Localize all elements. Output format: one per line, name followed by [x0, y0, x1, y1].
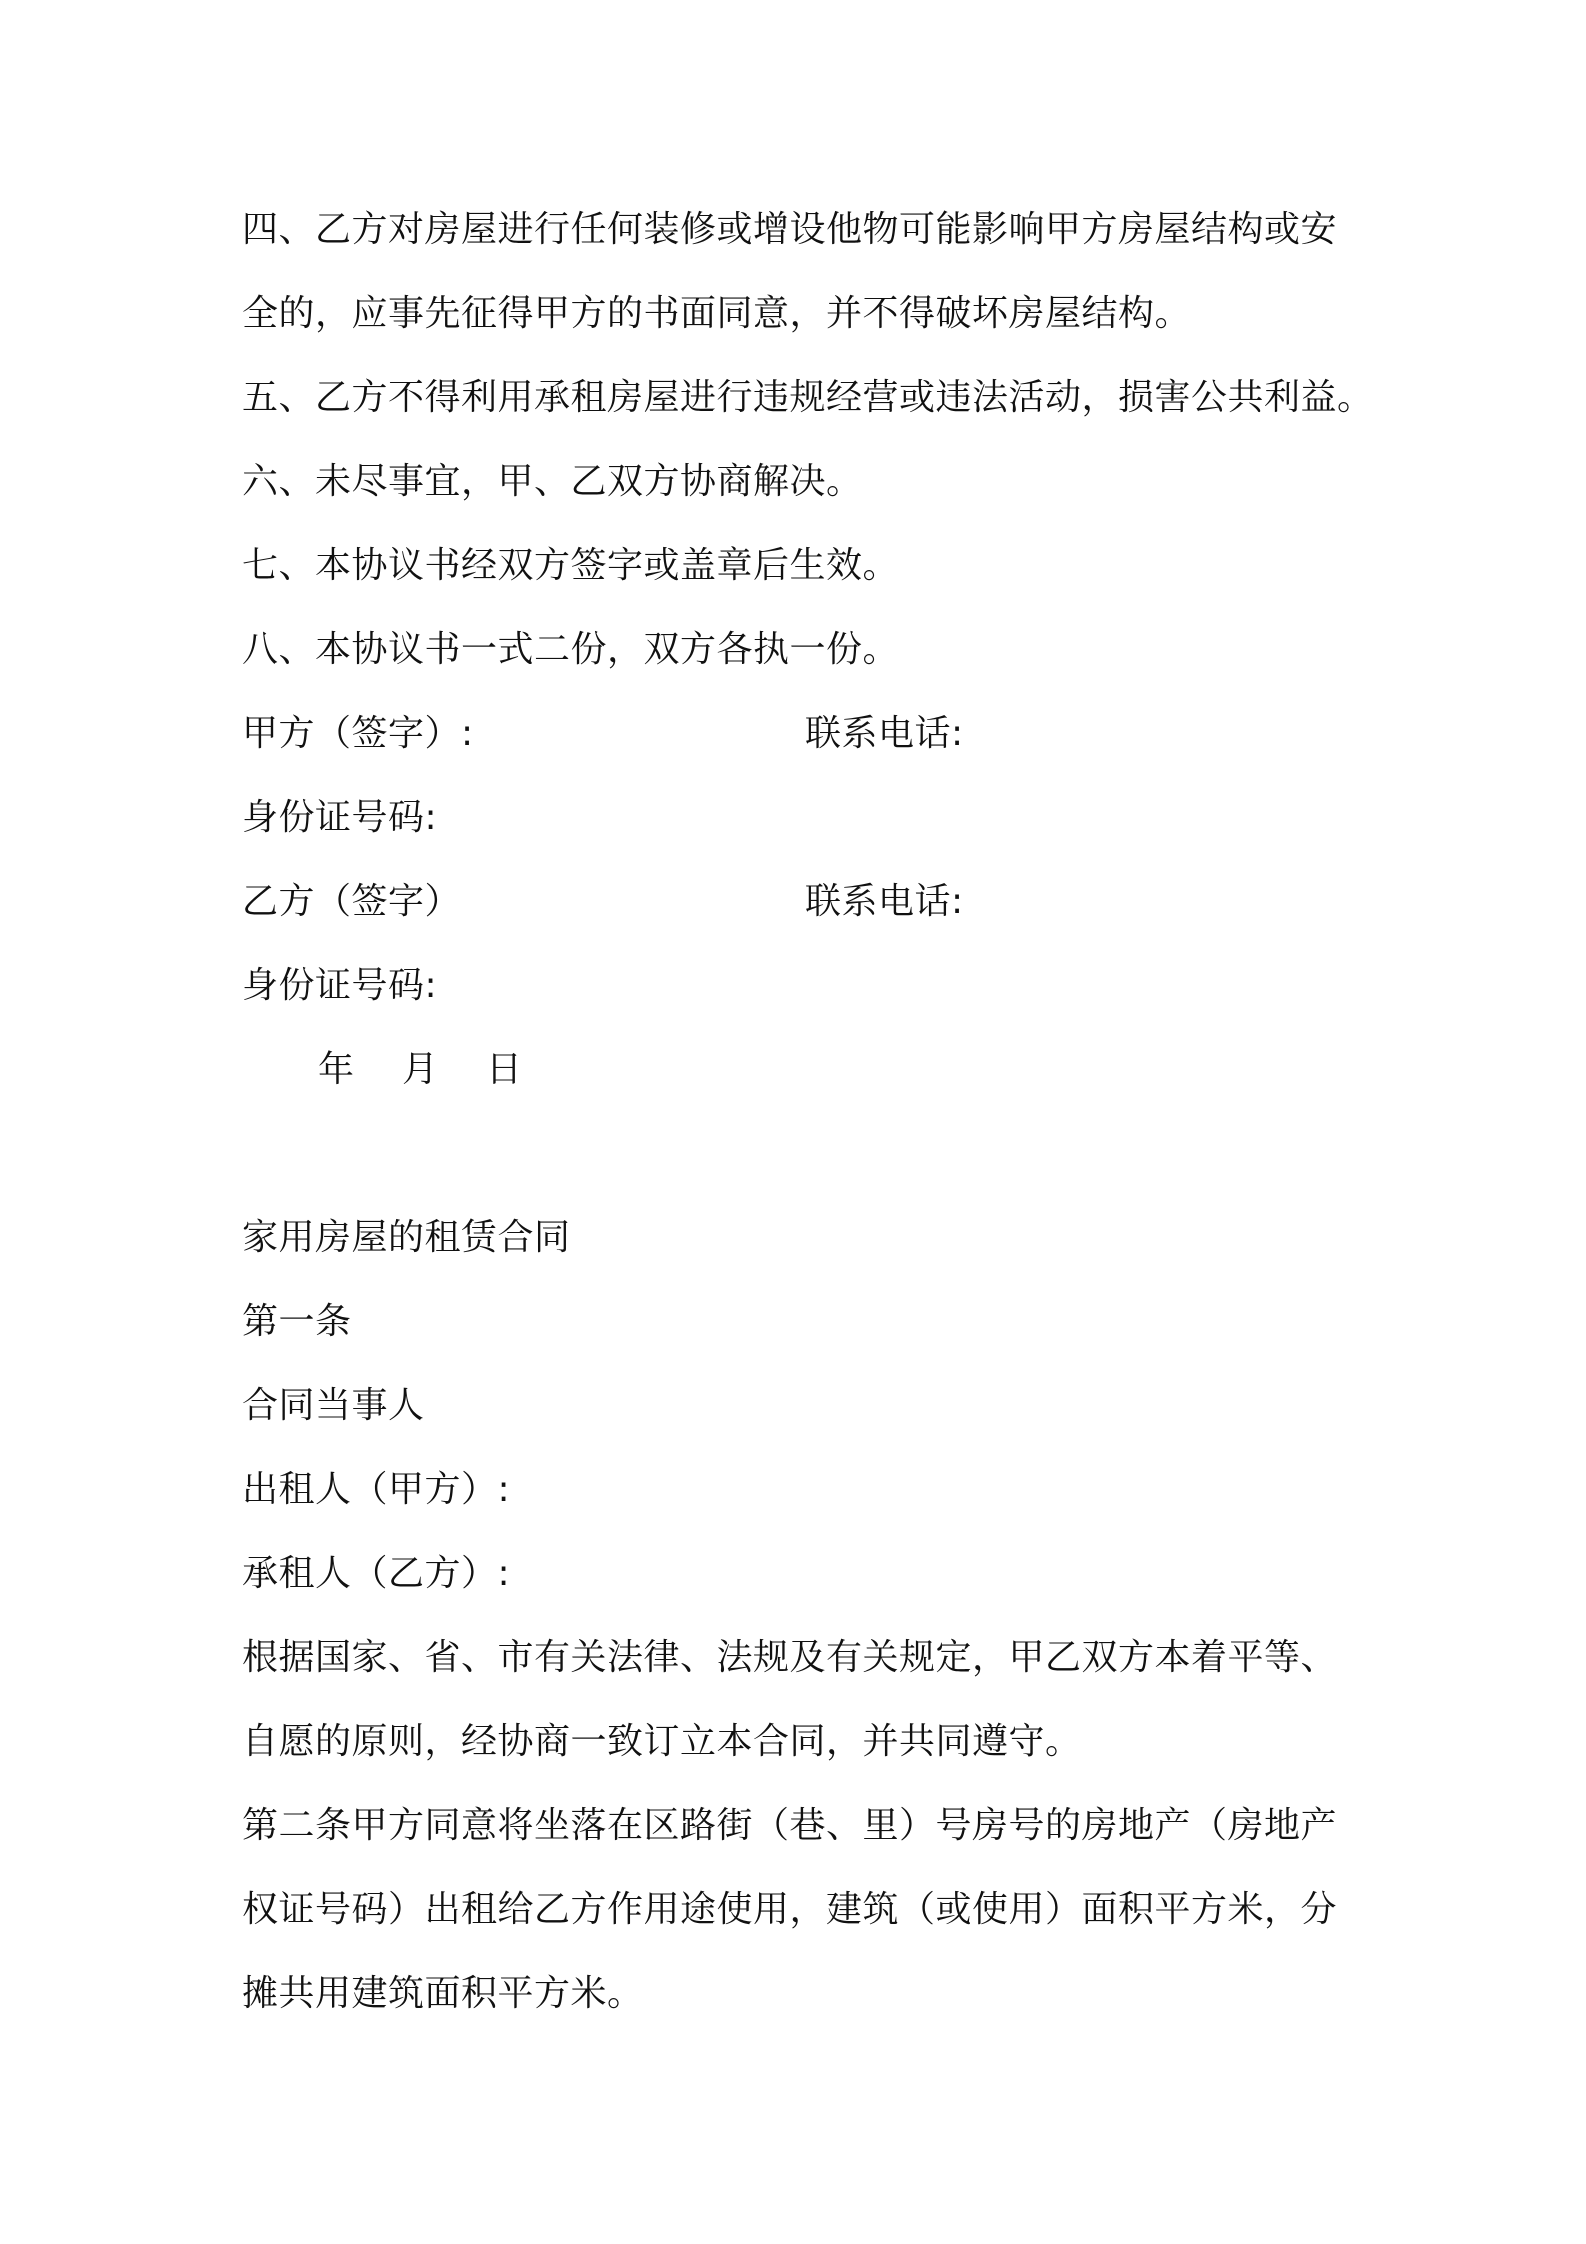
date-line: 年 月 日 — [318, 1049, 529, 1090]
clause-eight: 八、本协议书一式二份，双方各执一份。 — [242, 629, 900, 670]
preamble-line2: 自愿的原则，经协商一致订立本合同，并共同遵守。 — [242, 1721, 1082, 1762]
party-b-phone-label: 联系电话: — [805, 881, 964, 922]
article-two-line3: 摊共用建筑面积平方米。 — [242, 1973, 644, 2014]
article-two-line2: 权证号码）出租给乙方作用途使用，建筑（或使用）面积平方米，分 — [242, 1889, 1338, 1930]
contract-title: 家用房屋的租赁合同 — [242, 1217, 571, 1258]
clause-four-line1: 四、乙方对房屋进行任何装修或增设他物可能影响甲方房屋结构或安 — [242, 209, 1338, 250]
clause-five: 五、乙方不得利用承租房屋进行违规经营或违法活动，损害公共利益。 — [242, 377, 1374, 418]
preamble-line1: 根据国家、省、市有关法律、法规及有关规定，甲乙双方本着平等、 — [242, 1637, 1338, 1678]
parties-heading: 合同当事人 — [242, 1385, 425, 1426]
article-one-heading: 第一条 — [242, 1301, 352, 1342]
party-a-id-label: 身份证号码: — [242, 797, 438, 838]
article-two-line1: 第二条甲方同意将坐落在区路街（巷、里）号房号的房地产（房地产 — [242, 1805, 1338, 1846]
clause-six: 六、未尽事宜，甲、乙双方协商解决。 — [242, 461, 863, 502]
party-a-phone-label: 联系电话: — [805, 713, 964, 754]
party-b-signature-row — [242, 878, 461, 926]
party-b-sign-label: 乙方（签字） — [242, 881, 462, 922]
party-a-signature-row — [242, 710, 474, 758]
lessee-label: 承租人（乙方）: — [242, 1553, 511, 1594]
clause-four-line2: 全的，应事先征得甲方的书面同意，并不得破坏房屋结构。 — [242, 293, 1192, 334]
party-a-sign-label: 甲方（签字）: — [242, 713, 474, 754]
clause-seven: 七、本协议书经双方签字或盖章后生效。 — [242, 545, 900, 586]
lessor-label: 出租人（甲方）: — [242, 1469, 511, 1510]
party-b-id-label: 身份证号码: — [242, 965, 438, 1006]
